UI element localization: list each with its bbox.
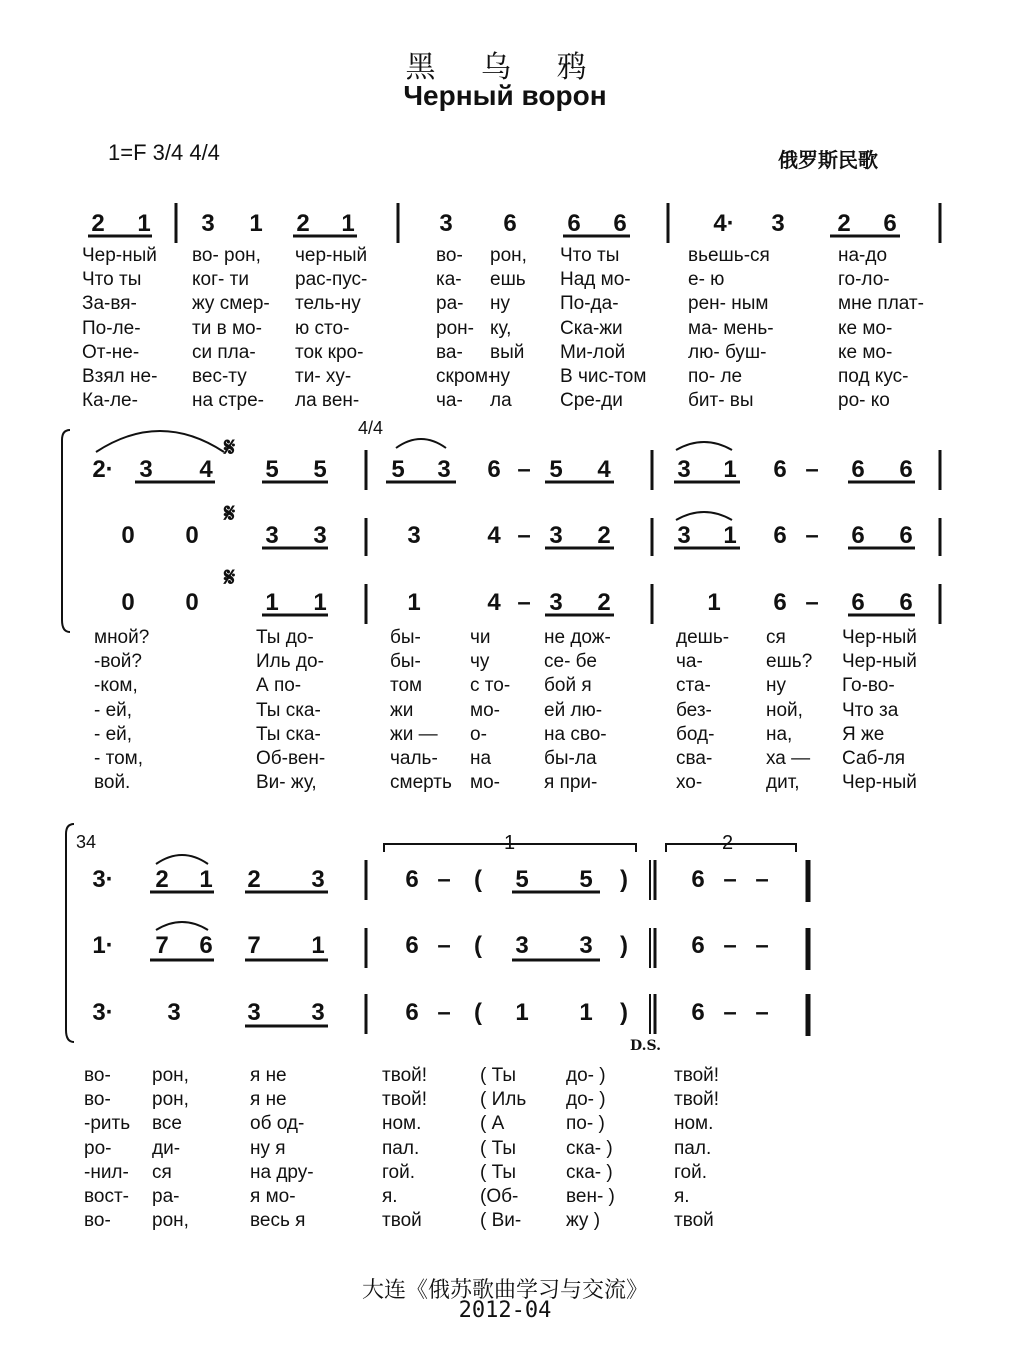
dash: – bbox=[755, 866, 769, 893]
lyric-syllable: Ви- жу, bbox=[256, 772, 317, 794]
lyric-syllable: ке мо- bbox=[838, 317, 893, 339]
lyric-syllable: вьешь-ся bbox=[688, 245, 770, 266]
lyric-syllable: рон, bbox=[152, 1210, 189, 1232]
note: 2 bbox=[296, 210, 310, 237]
note: 1 bbox=[311, 932, 325, 959]
lyric-syllable: я не bbox=[250, 1065, 287, 1086]
note: 3 bbox=[247, 999, 261, 1026]
dash: – bbox=[517, 456, 531, 483]
dash: – bbox=[805, 456, 819, 483]
note: 5 bbox=[265, 456, 279, 483]
lyric-syllable: мо- bbox=[470, 699, 500, 721]
lyric-syllable: Сре-ди bbox=[560, 390, 623, 412]
lyric-syllable: Го-во- bbox=[842, 675, 895, 697]
lyric-syllable: по- ) bbox=[566, 1113, 605, 1135]
note: 3 bbox=[437, 456, 451, 483]
lyric-syllable: без- bbox=[676, 699, 712, 721]
paren-close: ) bbox=[620, 932, 628, 959]
lyric-syllable: твой bbox=[382, 1210, 422, 1232]
note: 6 bbox=[851, 522, 865, 549]
note: 3 bbox=[139, 456, 153, 483]
lyric-syllable: Что за bbox=[842, 699, 899, 721]
lyric-syllable: ла вен- bbox=[295, 390, 360, 412]
lyric-syllable: вой. bbox=[94, 772, 131, 794]
lyric-syllable: го-ло- bbox=[838, 269, 890, 291]
lyric-syllable: жи bbox=[390, 699, 414, 721]
note: 6 bbox=[773, 456, 787, 483]
lyric-syllable: се- бе bbox=[544, 651, 597, 673]
lyric-syllable: во- bbox=[84, 1065, 111, 1086]
note: 7 bbox=[155, 932, 169, 959]
lyric-syllable: Чер-ный bbox=[842, 651, 917, 673]
lyric-syllable: - ей, bbox=[94, 699, 133, 721]
note: 3 bbox=[549, 589, 563, 616]
lyric-syllable: хо- bbox=[676, 772, 703, 794]
lyric-syllable: все bbox=[152, 1113, 182, 1135]
lyric-syllable: во- bbox=[84, 1089, 111, 1111]
lyric-syllable: ну bbox=[766, 675, 786, 697]
lyric-syllable: -нил- bbox=[84, 1161, 129, 1183]
lyric-syllable: ска- ) bbox=[566, 1137, 613, 1159]
lyric-syllable: ешь bbox=[490, 269, 526, 291]
lyric-syllable: рен- ным bbox=[688, 293, 769, 315]
lyric-syllable: В чис-том bbox=[560, 366, 647, 387]
note: 3 bbox=[407, 522, 421, 549]
note: 2 bbox=[155, 866, 169, 893]
dash: – bbox=[517, 589, 531, 616]
lyric-syllable: ку, bbox=[490, 317, 512, 339]
lyric-syllable: дит, bbox=[766, 772, 800, 794]
lyric-syllable: чаль- bbox=[390, 748, 438, 769]
lyric-syllable: чер-ный bbox=[295, 245, 368, 266]
lyric-syllable: мо- bbox=[470, 772, 500, 794]
title-russian: Черный ворон bbox=[403, 80, 607, 111]
lyric-syllable: Чер-ный bbox=[842, 627, 917, 648]
lyric-syllable: ся bbox=[152, 1161, 172, 1183]
lyric-syllable: Об-вен- bbox=[256, 748, 326, 769]
lyric-syllable: во- bbox=[84, 1210, 111, 1232]
key-signature: 1=F 3/4 4/4 bbox=[108, 140, 220, 165]
lyric-syllable: -рить bbox=[84, 1113, 131, 1135]
note: 2 bbox=[247, 866, 261, 893]
dash: – bbox=[723, 866, 737, 893]
note: 4 bbox=[487, 589, 501, 616]
publication-date: 2012-04 bbox=[458, 1298, 552, 1323]
lyric-syllable: под кус- bbox=[838, 366, 909, 387]
title-chinese: 黑 乌 鸦 bbox=[405, 50, 605, 85]
lyric-syllable: вен- ) bbox=[566, 1186, 615, 1207]
lyric-syllable: ва- bbox=[436, 341, 463, 363]
lyric-syllable: вост- bbox=[84, 1186, 129, 1207]
lyric-syllable: ти- ху- bbox=[295, 366, 352, 387]
note: 3 bbox=[677, 456, 691, 483]
note: 5 bbox=[391, 456, 405, 483]
lyric-syllable: От-не- bbox=[82, 341, 140, 363]
lyric-syllable: ей лю- bbox=[544, 699, 603, 721]
note: 6 bbox=[773, 522, 787, 549]
lyric-syllable: по- ле bbox=[688, 366, 743, 387]
paren-open: ( bbox=[474, 999, 482, 1026]
note: 3· bbox=[92, 866, 114, 893]
dash: – bbox=[805, 522, 819, 549]
lyric-syllable: до- ) bbox=[566, 1089, 606, 1111]
note: 6 bbox=[613, 210, 627, 237]
note: 6 bbox=[405, 999, 419, 1026]
lyric-syllable: жи — bbox=[390, 723, 438, 745]
note: 1 bbox=[313, 589, 327, 616]
lyric-syllable: Иль до- bbox=[256, 651, 324, 673]
lyric-syllable: ра- bbox=[436, 293, 464, 315]
lyric-syllable: твой bbox=[674, 1210, 714, 1232]
note: 5 bbox=[515, 866, 529, 893]
lyric-syllable: я мо- bbox=[250, 1186, 296, 1207]
note: 3· bbox=[92, 999, 114, 1026]
lyric-syllable: твой! bbox=[382, 1089, 428, 1111]
lyric-syllable: - том, bbox=[94, 748, 144, 769]
lyric-syllable: на, bbox=[766, 723, 793, 745]
note: 1 bbox=[407, 589, 421, 616]
note: 3 bbox=[311, 999, 325, 1026]
paren-close: ) bbox=[620, 866, 628, 893]
note: 1 bbox=[341, 210, 355, 237]
note: 0 bbox=[121, 522, 135, 549]
note: 5 bbox=[579, 866, 593, 893]
volta-2-label: 2 bbox=[722, 832, 734, 854]
note: 3 bbox=[515, 932, 529, 959]
note: 6 bbox=[773, 589, 787, 616]
lyric-syllable: ча- bbox=[676, 651, 703, 673]
lyric-syllable: я при- bbox=[544, 772, 598, 794]
note: 4 bbox=[199, 456, 213, 483]
note: 6 bbox=[503, 210, 517, 237]
lyric-syllable: Саб-ля bbox=[842, 748, 906, 769]
note: 2· bbox=[92, 456, 114, 483]
lyric-syllable: ска- ) bbox=[566, 1161, 613, 1183]
lyric-syllable: Взял не- bbox=[82, 366, 158, 387]
note: 6 bbox=[691, 932, 705, 959]
measure-number: 34 bbox=[76, 832, 97, 852]
note: 5 bbox=[549, 456, 563, 483]
lyric-syllable: ( Ви- bbox=[480, 1210, 522, 1232]
lyric-syllable: ну bbox=[490, 366, 510, 387]
note: 3 bbox=[311, 866, 325, 893]
note: 2 bbox=[597, 589, 611, 616]
lyric-syllable: ешь? bbox=[766, 651, 813, 673]
lyric-syllable: Что ты bbox=[560, 245, 620, 266]
note: 0 bbox=[121, 589, 135, 616]
lyric-syllable: бы- bbox=[390, 651, 421, 673]
dash: – bbox=[723, 999, 737, 1026]
note: 7 bbox=[247, 932, 261, 959]
lyric-syllable: Что ты bbox=[82, 269, 142, 291]
lyric-syllable: За-вя- bbox=[82, 293, 137, 315]
note: 3 bbox=[167, 999, 181, 1026]
lyric-syllable: до- ) bbox=[566, 1065, 606, 1086]
paren-open: ( bbox=[474, 866, 482, 893]
lyric-syllable: бы- bbox=[390, 627, 421, 648]
lyric-syllable: ког- ти bbox=[192, 269, 249, 291]
lyric-syllable: Я же bbox=[842, 723, 885, 745]
note: 6 bbox=[851, 589, 865, 616]
lyric-syllable: Ми-лой bbox=[560, 341, 626, 363]
lyric-syllable: Ты ска- bbox=[256, 723, 321, 745]
lyric-syllable: Чер-ный bbox=[842, 772, 917, 794]
paren-close: ) bbox=[620, 999, 628, 1026]
lyric-syllable: ка- bbox=[436, 269, 462, 291]
lyric-syllable: ла bbox=[490, 390, 512, 412]
lyric-syllable: е- ю bbox=[688, 269, 725, 291]
lyric-syllable: Чер-ный bbox=[82, 245, 157, 266]
lyric-syllable: лю- буш- bbox=[688, 341, 767, 363]
lyric-syllable: ной, bbox=[766, 699, 803, 721]
lyric-syllable: -ком, bbox=[94, 675, 138, 697]
lyric-syllable: гой. bbox=[382, 1161, 415, 1183]
paren-open: ( bbox=[474, 932, 482, 959]
lyric-syllable: жу смер- bbox=[192, 293, 270, 315]
publisher-credit: 大连《俄苏歌曲学习与交流》 bbox=[361, 1278, 648, 1303]
lyric-syllable: бит- вы bbox=[688, 390, 754, 412]
note: 2 bbox=[597, 522, 611, 549]
lyric-syllable: Ты до- bbox=[256, 627, 314, 648]
lyric-syllable: ( Ты bbox=[480, 1065, 517, 1086]
lyric-syllable: том bbox=[390, 675, 423, 697]
note: 6 bbox=[691, 999, 705, 1026]
lyric-syllable: ( Ты bbox=[480, 1137, 517, 1159]
lyric-syllable: сва- bbox=[676, 748, 713, 769]
lyric-syllable: твой! bbox=[674, 1065, 720, 1086]
lyric-syllable: ке мо- bbox=[838, 341, 893, 363]
lyric-syllable: рон- bbox=[436, 317, 474, 339]
lyric-syllable: ну я bbox=[250, 1137, 286, 1159]
note: 6 bbox=[487, 456, 501, 483]
lyric-syllable: с то- bbox=[470, 675, 511, 697]
lyric-syllable: ха — bbox=[766, 748, 811, 769]
note: 6 bbox=[691, 866, 705, 893]
note: 3 bbox=[677, 522, 691, 549]
lyric-syllable: ном. bbox=[674, 1113, 714, 1135]
note: 1 bbox=[723, 522, 737, 549]
note: 5 bbox=[313, 456, 327, 483]
note: 1 bbox=[137, 210, 151, 237]
dash: – bbox=[723, 932, 737, 959]
lyric-syllable: ди- bbox=[152, 1137, 181, 1159]
lyric-syllable: чу bbox=[470, 651, 490, 673]
dash: – bbox=[437, 866, 451, 893]
dash: – bbox=[755, 932, 769, 959]
lyric-syllable: ну bbox=[490, 293, 510, 315]
lyric-syllable: жу ) bbox=[566, 1210, 601, 1232]
lyric-syllable: ча- bbox=[436, 390, 463, 412]
volta-1-label: 1 bbox=[504, 832, 516, 854]
composer-credit: 俄罗斯民歌 bbox=[778, 148, 878, 172]
note: 6 bbox=[567, 210, 581, 237]
lyric-syllable: ся bbox=[766, 627, 786, 648]
note: 4 bbox=[487, 522, 501, 549]
note: 4· bbox=[713, 210, 735, 237]
dal-segno-mark: D.S. bbox=[630, 1038, 662, 1054]
note: 1 bbox=[707, 589, 721, 616]
lyric-syllable: на bbox=[470, 748, 492, 769]
lyric-syllable: не дож- bbox=[544, 627, 611, 648]
lyric-syllable: я. bbox=[382, 1186, 398, 1207]
lyric-syllable: рон, bbox=[152, 1065, 189, 1086]
segno-sign: 𝄋 bbox=[224, 432, 236, 462]
lyric-syllable: твой! bbox=[674, 1089, 720, 1111]
lyric-syllable: я. bbox=[674, 1186, 690, 1207]
note: 1 bbox=[199, 866, 213, 893]
lyric-syllable: Ты ска- bbox=[256, 699, 321, 721]
lyric-syllable: на дру- bbox=[250, 1161, 314, 1183]
note: 6 bbox=[883, 210, 897, 237]
lyric-syllable: на стре- bbox=[192, 390, 265, 412]
lyric-syllable: ти в мо- bbox=[192, 317, 262, 339]
note: 3 bbox=[579, 932, 593, 959]
note: 6 bbox=[851, 456, 865, 483]
note: 6 bbox=[405, 932, 419, 959]
note: 0 bbox=[185, 589, 199, 616]
segno-sign: 𝄋 bbox=[224, 562, 236, 592]
lyric-syllable: об од- bbox=[250, 1113, 305, 1135]
lyric-syllable: ( Ты bbox=[480, 1161, 517, 1183]
lyric-syllable: бы-ла bbox=[544, 748, 597, 769]
lyric-syllable: Над мо- bbox=[560, 269, 631, 291]
note: 0 bbox=[185, 522, 199, 549]
lyric-syllable: ю сто- bbox=[295, 317, 350, 339]
lyric-syllable: ( Иль bbox=[480, 1089, 527, 1111]
lyric-syllable: ра- bbox=[152, 1186, 180, 1207]
note: 4 bbox=[597, 456, 611, 483]
lyric-syllable: пал. bbox=[382, 1137, 420, 1159]
note: 1 bbox=[515, 999, 529, 1026]
note: 1 bbox=[265, 589, 279, 616]
lyric-syllable: весь я bbox=[250, 1210, 306, 1232]
note: 2 bbox=[91, 210, 105, 237]
lyric-syllable: чи bbox=[470, 627, 491, 648]
note: 6 bbox=[405, 866, 419, 893]
note: 1· bbox=[92, 932, 114, 959]
lyric-syllable: ма- мень- bbox=[688, 317, 774, 339]
lyric-syllable: на сво- bbox=[544, 723, 607, 745]
dash: – bbox=[805, 589, 819, 616]
lyric-syllable: бод- bbox=[676, 723, 715, 745]
note: 3 bbox=[201, 210, 215, 237]
lyric-syllable: ( А bbox=[480, 1113, 505, 1135]
lyric-syllable: Ска-жи bbox=[560, 317, 623, 339]
lyric-syllable: мной? bbox=[94, 627, 150, 648]
lyric-syllable: рас-пус- bbox=[295, 269, 368, 291]
note: 6 bbox=[199, 932, 213, 959]
note: 6 bbox=[899, 522, 913, 549]
time-signature-change: 4/4 bbox=[358, 418, 384, 438]
lyric-syllable: мне плат- bbox=[838, 293, 924, 315]
note: 3 bbox=[265, 522, 279, 549]
segno-sign: 𝄋 bbox=[224, 498, 236, 528]
lyric-syllable: - ей, bbox=[94, 723, 133, 745]
lyric-syllable: ро- bbox=[84, 1137, 112, 1159]
lyric-syllable: -вой? bbox=[94, 651, 142, 673]
lyric-syllable: ток кро- bbox=[295, 341, 364, 363]
note: 3 bbox=[439, 210, 453, 237]
note: 6 bbox=[899, 456, 913, 483]
lyric-syllable: рон, bbox=[152, 1089, 189, 1111]
lyric-syllable: Ка-ле- bbox=[82, 390, 138, 412]
lyric-syllable: на-до bbox=[838, 245, 888, 266]
note: 3 bbox=[771, 210, 785, 237]
lyric-syllable: пал. bbox=[674, 1137, 712, 1159]
note: 3 bbox=[549, 522, 563, 549]
lyric-syllable: (Об- bbox=[480, 1186, 519, 1207]
lyric-syllable: во- bbox=[436, 245, 463, 266]
lyric-syllable: дешь- bbox=[676, 627, 730, 648]
lyric-syllable: смерть bbox=[390, 772, 452, 794]
note: 6 bbox=[899, 589, 913, 616]
lyric-syllable: о- bbox=[470, 723, 487, 745]
note: 2 bbox=[837, 210, 851, 237]
lyric-syllable: гой. bbox=[674, 1161, 707, 1183]
lyric-syllable: ста- bbox=[676, 675, 711, 697]
lyric-syllable: я не bbox=[250, 1089, 287, 1111]
lyric-syllable: А по- bbox=[256, 675, 302, 697]
lyric-syllable: По-да- bbox=[560, 293, 619, 315]
lyric-syllable: во- рон, bbox=[192, 245, 261, 266]
note: 1 bbox=[723, 456, 737, 483]
dash: – bbox=[755, 999, 769, 1026]
lyric-syllable: скром- bbox=[436, 366, 495, 387]
lyric-syllable: рон, bbox=[490, 245, 527, 266]
lyric-syllable: По-ле- bbox=[82, 317, 141, 339]
lyric-syllable: си пла- bbox=[192, 341, 256, 363]
dash: – bbox=[437, 999, 451, 1026]
dash: – bbox=[517, 522, 531, 549]
note: 3 bbox=[313, 522, 327, 549]
lyric-syllable: тель-ну bbox=[295, 293, 361, 315]
note: 1 bbox=[249, 210, 263, 237]
note: 1 bbox=[579, 999, 593, 1026]
lyric-syllable: вес-ту bbox=[192, 366, 247, 387]
dash: – bbox=[437, 932, 451, 959]
lyric-syllable: твой! bbox=[382, 1065, 428, 1086]
lyric-syllable: бой я bbox=[544, 675, 592, 697]
lyric-syllable: ро- ко bbox=[838, 390, 890, 412]
lyric-syllable: ном. bbox=[382, 1113, 422, 1135]
lyric-syllable: вый bbox=[490, 341, 525, 363]
